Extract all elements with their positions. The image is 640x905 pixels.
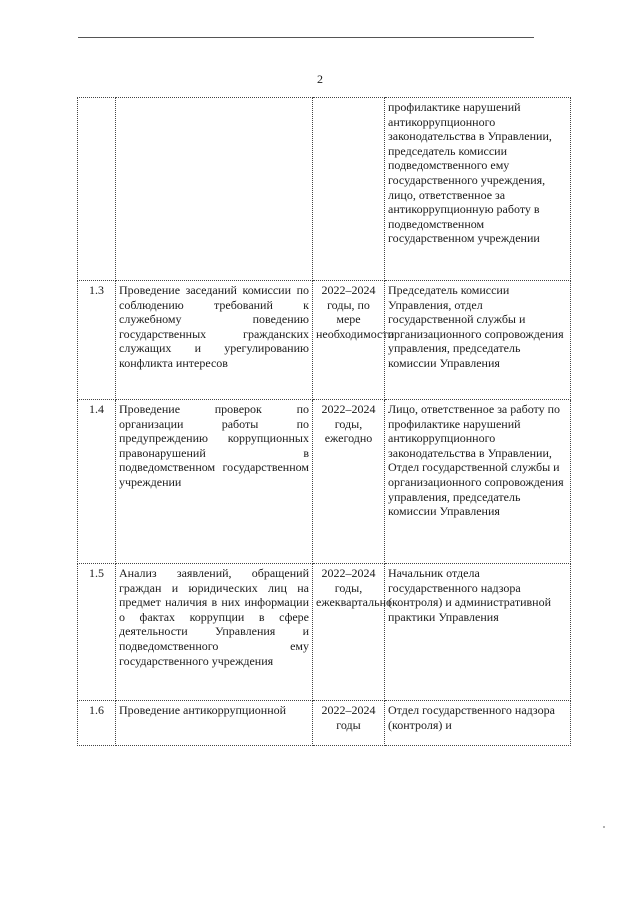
responsible-persons: Лицо, ответственное за работу по профилактике нарушений антикоррупционного законодательства в Управлении, Отдел государственной службы и организационного сопровождения управления, председатель комиссии Управления (385, 400, 571, 564)
event-description (116, 98, 313, 281)
row-number (78, 98, 116, 281)
table-row (78, 281, 571, 400)
table-row (78, 564, 571, 701)
row-number: 1.6 (78, 701, 116, 746)
event-description: Проведение антикоррупционной (116, 701, 313, 746)
event-description: Проведение проверок по организации работы по предупреждению коррупционных правонарушений в подведомственном государственном учреждении (116, 400, 313, 564)
row-number: 1.4 (78, 400, 116, 564)
measures-table (77, 97, 571, 746)
event-description: Проведение заседаний комиссии по соблюдению требований к служебному поведению государственных гражданских служащих и урегулированию конфликта интересов (116, 281, 313, 400)
row-number: 1.5 (78, 564, 116, 701)
table-row (78, 98, 571, 281)
event-description: Анализ заявлений, обращений граждан и юридических лиц на предмет наличия в них информации о фактах коррупции в сфере деятельности Управления и подведомственного ему государственного учреждения (116, 564, 313, 701)
row-number: 1.3 (78, 281, 116, 400)
scan-speck (603, 826, 605, 828)
execution-term: 2022–2024 годы, ежегодно (313, 400, 385, 564)
execution-term: 2022–2024 годы (313, 701, 385, 746)
table-row (78, 400, 571, 564)
execution-term (313, 98, 385, 281)
responsible-persons: Председатель комиссии Управления, отдел государственной службы и организационного сопровождения управления, председатель комиссии Управления (385, 281, 571, 400)
responsible-persons: Отдел государственного надзора (контроля) и (385, 701, 571, 746)
execution-term: 2022–2024 годы, по мере необходимости (313, 281, 385, 400)
responsible-persons: Начальник отдела государственного надзора (контроля) и административной практики Управления (385, 564, 571, 701)
responsible-persons: профилактике нарушений антикоррупционного законодательства в Управлении, председатель комиссии подведомственного ему государственного учреждения, лицо, ответственное за антикоррупционную работу в подведомственном государственном учреждении (385, 98, 571, 281)
table-row (78, 701, 571, 746)
page-number: 2 (317, 72, 323, 86)
top-rule (78, 37, 534, 38)
execution-term: 2022–2024 годы, ежеквартально (313, 564, 385, 701)
